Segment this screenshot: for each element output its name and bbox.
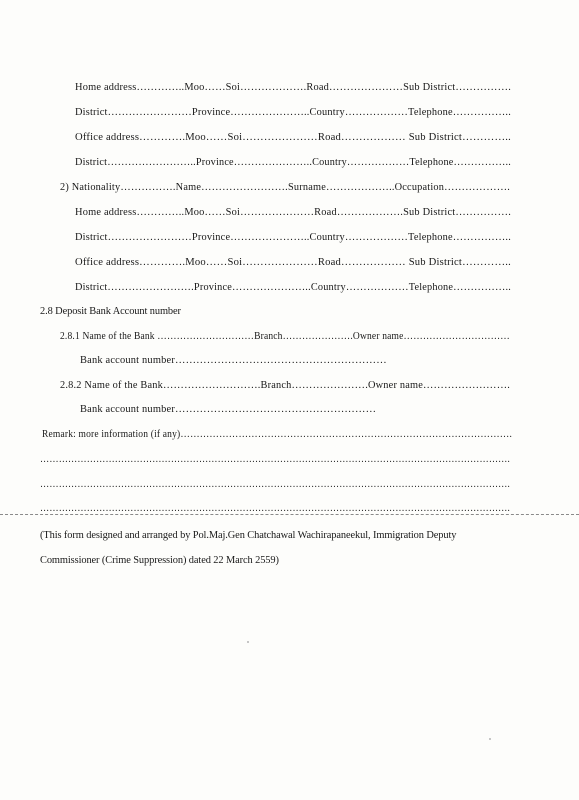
- person1-home-district-row: District……………………Province…………………..Country………………Telephone……………..: [75, 107, 511, 118]
- bank-1-account-number-row: Bank account number……………………………………………………: [80, 355, 387, 366]
- person1-office-district-row: District……………………..Province…………………..Country………………Telephone……………..: [75, 157, 511, 168]
- bank-2-row: 2.8.2 Name of the Bank……………………….Branch………………….Owner name…………………….: [60, 380, 510, 391]
- footer-line-1: (This form designed and arranged by Pol.Maj.Gen Chatchawal Wachirapaneekul, Immigration Deputy: [40, 530, 457, 541]
- person1-home-address-row: Home address…………..Moo……Soi……………….Road…………………Sub District…………….: [75, 82, 511, 93]
- remark-continuation-line: …………………………………………………………………………………………………………………………………….: [40, 503, 510, 514]
- person2-home-district-row: District……………………Province…………………..Country………………Telephone……………..: [75, 232, 511, 243]
- person2-office-district-row: District…………………….Province…………………..Country………………Telephone……………..: [75, 282, 511, 293]
- footer-line-2: Commissioner (Crime Suppression) dated 22 March 2559): [40, 555, 279, 566]
- scan-speck: [489, 738, 491, 740]
- person2-office-address-row: Office address………….Moo……Soi…………………Road……………… Sub District…………..: [75, 257, 511, 268]
- remark-continuation-line: …………………………………………………………………………………………………………………………………….: [40, 479, 510, 490]
- section-2-8-heading: 2.8 Deposit Bank Account number: [40, 306, 181, 317]
- remark-row: Remark: more information (if any)………………………………………………………………………………………….: [42, 429, 512, 440]
- remark-continuation-line: …………………………………………………………………………………………………………………………………….: [40, 454, 510, 465]
- page-divider: [0, 514, 579, 515]
- person1-office-address-row: Office address………….Moo……Soi…………………Road……………… Sub District…………..: [75, 132, 511, 143]
- bank-1-row: 2.8.1 Name of the Bank …………………………Branch………………….Owner name……………………………: [60, 331, 510, 342]
- person2-nationality-row: 2) Nationality…………….Name…………………….Surname………………..Occupation……………….: [60, 182, 510, 193]
- scan-speck: [247, 641, 249, 643]
- person2-home-address-row: Home address…………..Moo……Soi…………………Road……………….Sub District…………….: [75, 207, 511, 218]
- bank-2-account-number-row: Bank account number…………………………………………………: [80, 404, 377, 415]
